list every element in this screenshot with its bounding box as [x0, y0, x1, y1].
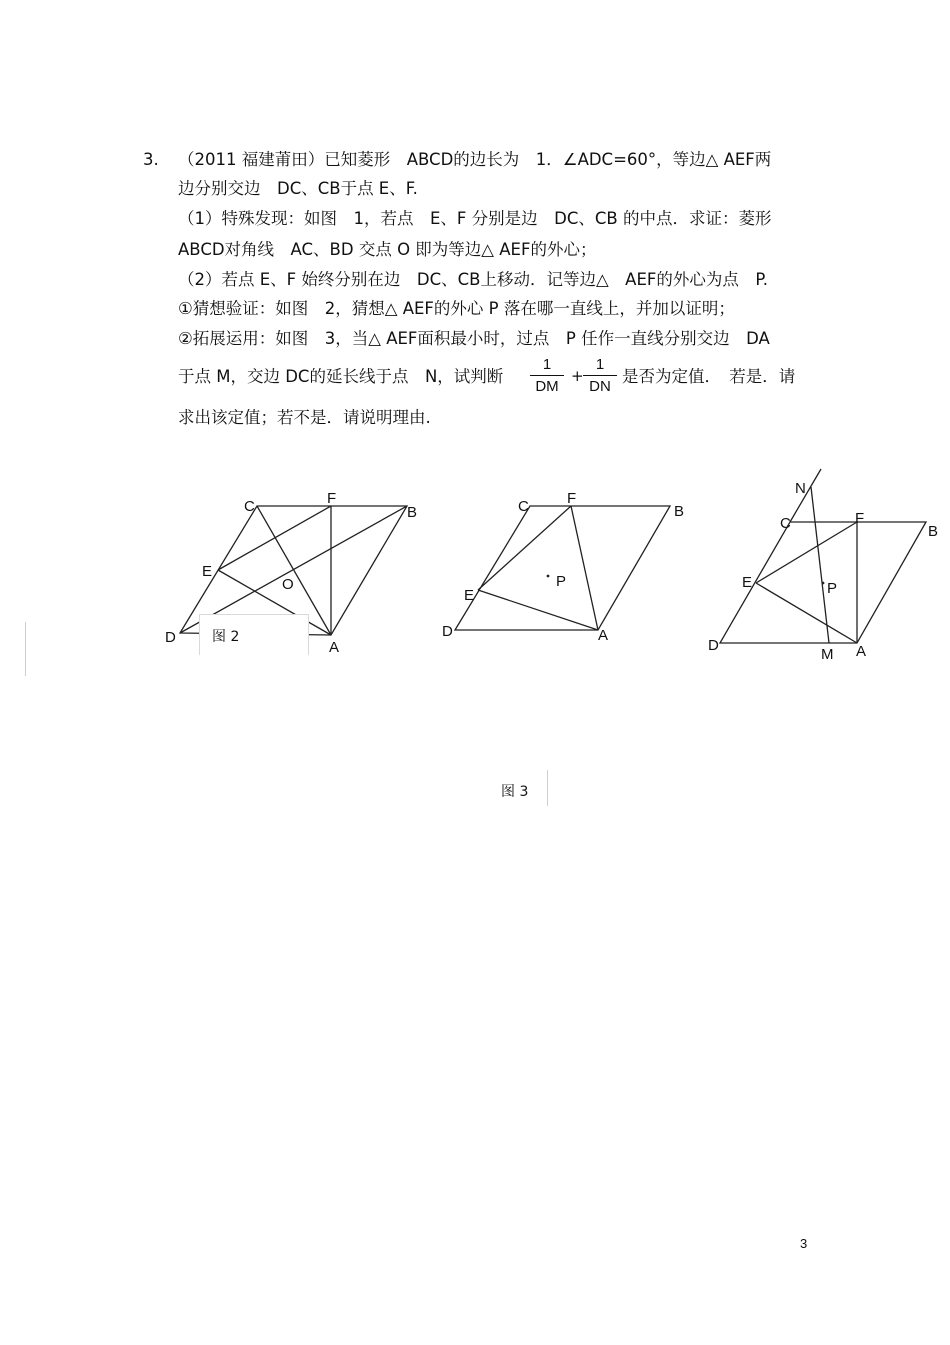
fig3-label-d: D — [708, 637, 719, 654]
fig1-label-o: O — [282, 576, 294, 593]
problem-line-3: （1）特殊发现：如图 1，若点 E、F 分别是边 DC、CB 的中点．求证：菱形 — [178, 209, 772, 228]
fig2-rhombus — [455, 506, 670, 630]
fraction-1-numerator: 1 — [530, 356, 564, 376]
problem-line-7: ②拓展运用：如图 3，当△ AEF面积最小时，过点 P 任作一直线分别交边 DA — [178, 329, 770, 348]
left-margin-rule — [25, 622, 26, 676]
fig3-label-n: N — [795, 480, 806, 497]
fig1-label-e: E — [202, 563, 213, 580]
fig1-label-b: B — [407, 504, 418, 521]
problem-line-8b: 是否为定值． 若是．请 — [622, 367, 796, 386]
fig1-label-a: A — [329, 639, 340, 656]
problem-line-9: 求出该定值；若不是．请说明理由. — [178, 408, 431, 427]
fig3-label-c: C — [780, 515, 791, 532]
fig3-label-p: P — [827, 580, 838, 597]
fig3-label-a: A — [856, 643, 867, 660]
problem-line-4: ABCD对角线 AC、BD 交点 O 即为等边△ AEF的外心； — [178, 240, 597, 259]
fig3-label-m: M — [821, 646, 834, 663]
fig3-segment-ef — [756, 522, 857, 583]
fig3-point-p — [822, 582, 825, 585]
problem-line-5: （2）若点 E、F 始终分别在边 DC、CB上移动．记等边△ AEF的外心为点 P. — [178, 270, 768, 289]
fig2-point-p — [547, 575, 550, 578]
plus-sign: + — [571, 367, 584, 385]
fig2-label-d: D — [442, 623, 453, 640]
fig3-line-mn — [811, 487, 829, 643]
fig1-segment-ef — [218, 506, 331, 570]
fraction-2-numerator: 1 — [583, 356, 617, 376]
fig2-segment-af — [571, 506, 598, 630]
fig2-label-e: E — [464, 587, 475, 604]
problem-line-8a: 于点 M，交边 DC的延长线于点 N，试判断 — [178, 367, 504, 386]
fraction-1-denominator: DM — [535, 378, 559, 395]
fig2-label-c: C — [518, 498, 529, 515]
caption-rule — [547, 770, 548, 806]
fig1-label-f: F — [327, 490, 337, 507]
fig1-label-c: C — [244, 498, 255, 515]
fig3-label-b: B — [928, 523, 939, 540]
fig3-label-e: E — [742, 574, 753, 591]
page-number: 3 — [800, 1236, 808, 1251]
fig3-segment-ae — [756, 583, 857, 643]
problem-line-6: ①猜想验证：如图 2，猜想△ AEF的外心 P 落在哪一直线上，并加以证明； — [178, 299, 735, 318]
figure-3 — [708, 469, 938, 663]
fig2-label-p: P — [556, 573, 567, 590]
fig2-label-f: F — [567, 490, 577, 507]
figure-2-caption-box — [199, 614, 309, 655]
fig3-label-f: F — [855, 510, 865, 527]
problem-number: 3. — [143, 150, 159, 169]
fraction-2-denominator: DN — [589, 378, 611, 395]
fig2-label-a: A — [598, 627, 609, 644]
problem-line-2: 边分别交边 DC、CB于点 E、F. — [178, 179, 418, 198]
figure-2-caption: 图 2 — [212, 629, 240, 645]
fig1-label-d: D — [165, 629, 176, 646]
problem-line-1: （2011 福建莆田）已知菱形 ABCD的边长为 1．∠ADC=60°，等边△ AEF两 — [178, 150, 772, 169]
fig2-label-b: B — [674, 503, 685, 520]
fig2-segment-ae — [478, 590, 598, 630]
figure-3-caption: 图 3 — [501, 784, 529, 800]
figure-2 — [442, 490, 684, 644]
